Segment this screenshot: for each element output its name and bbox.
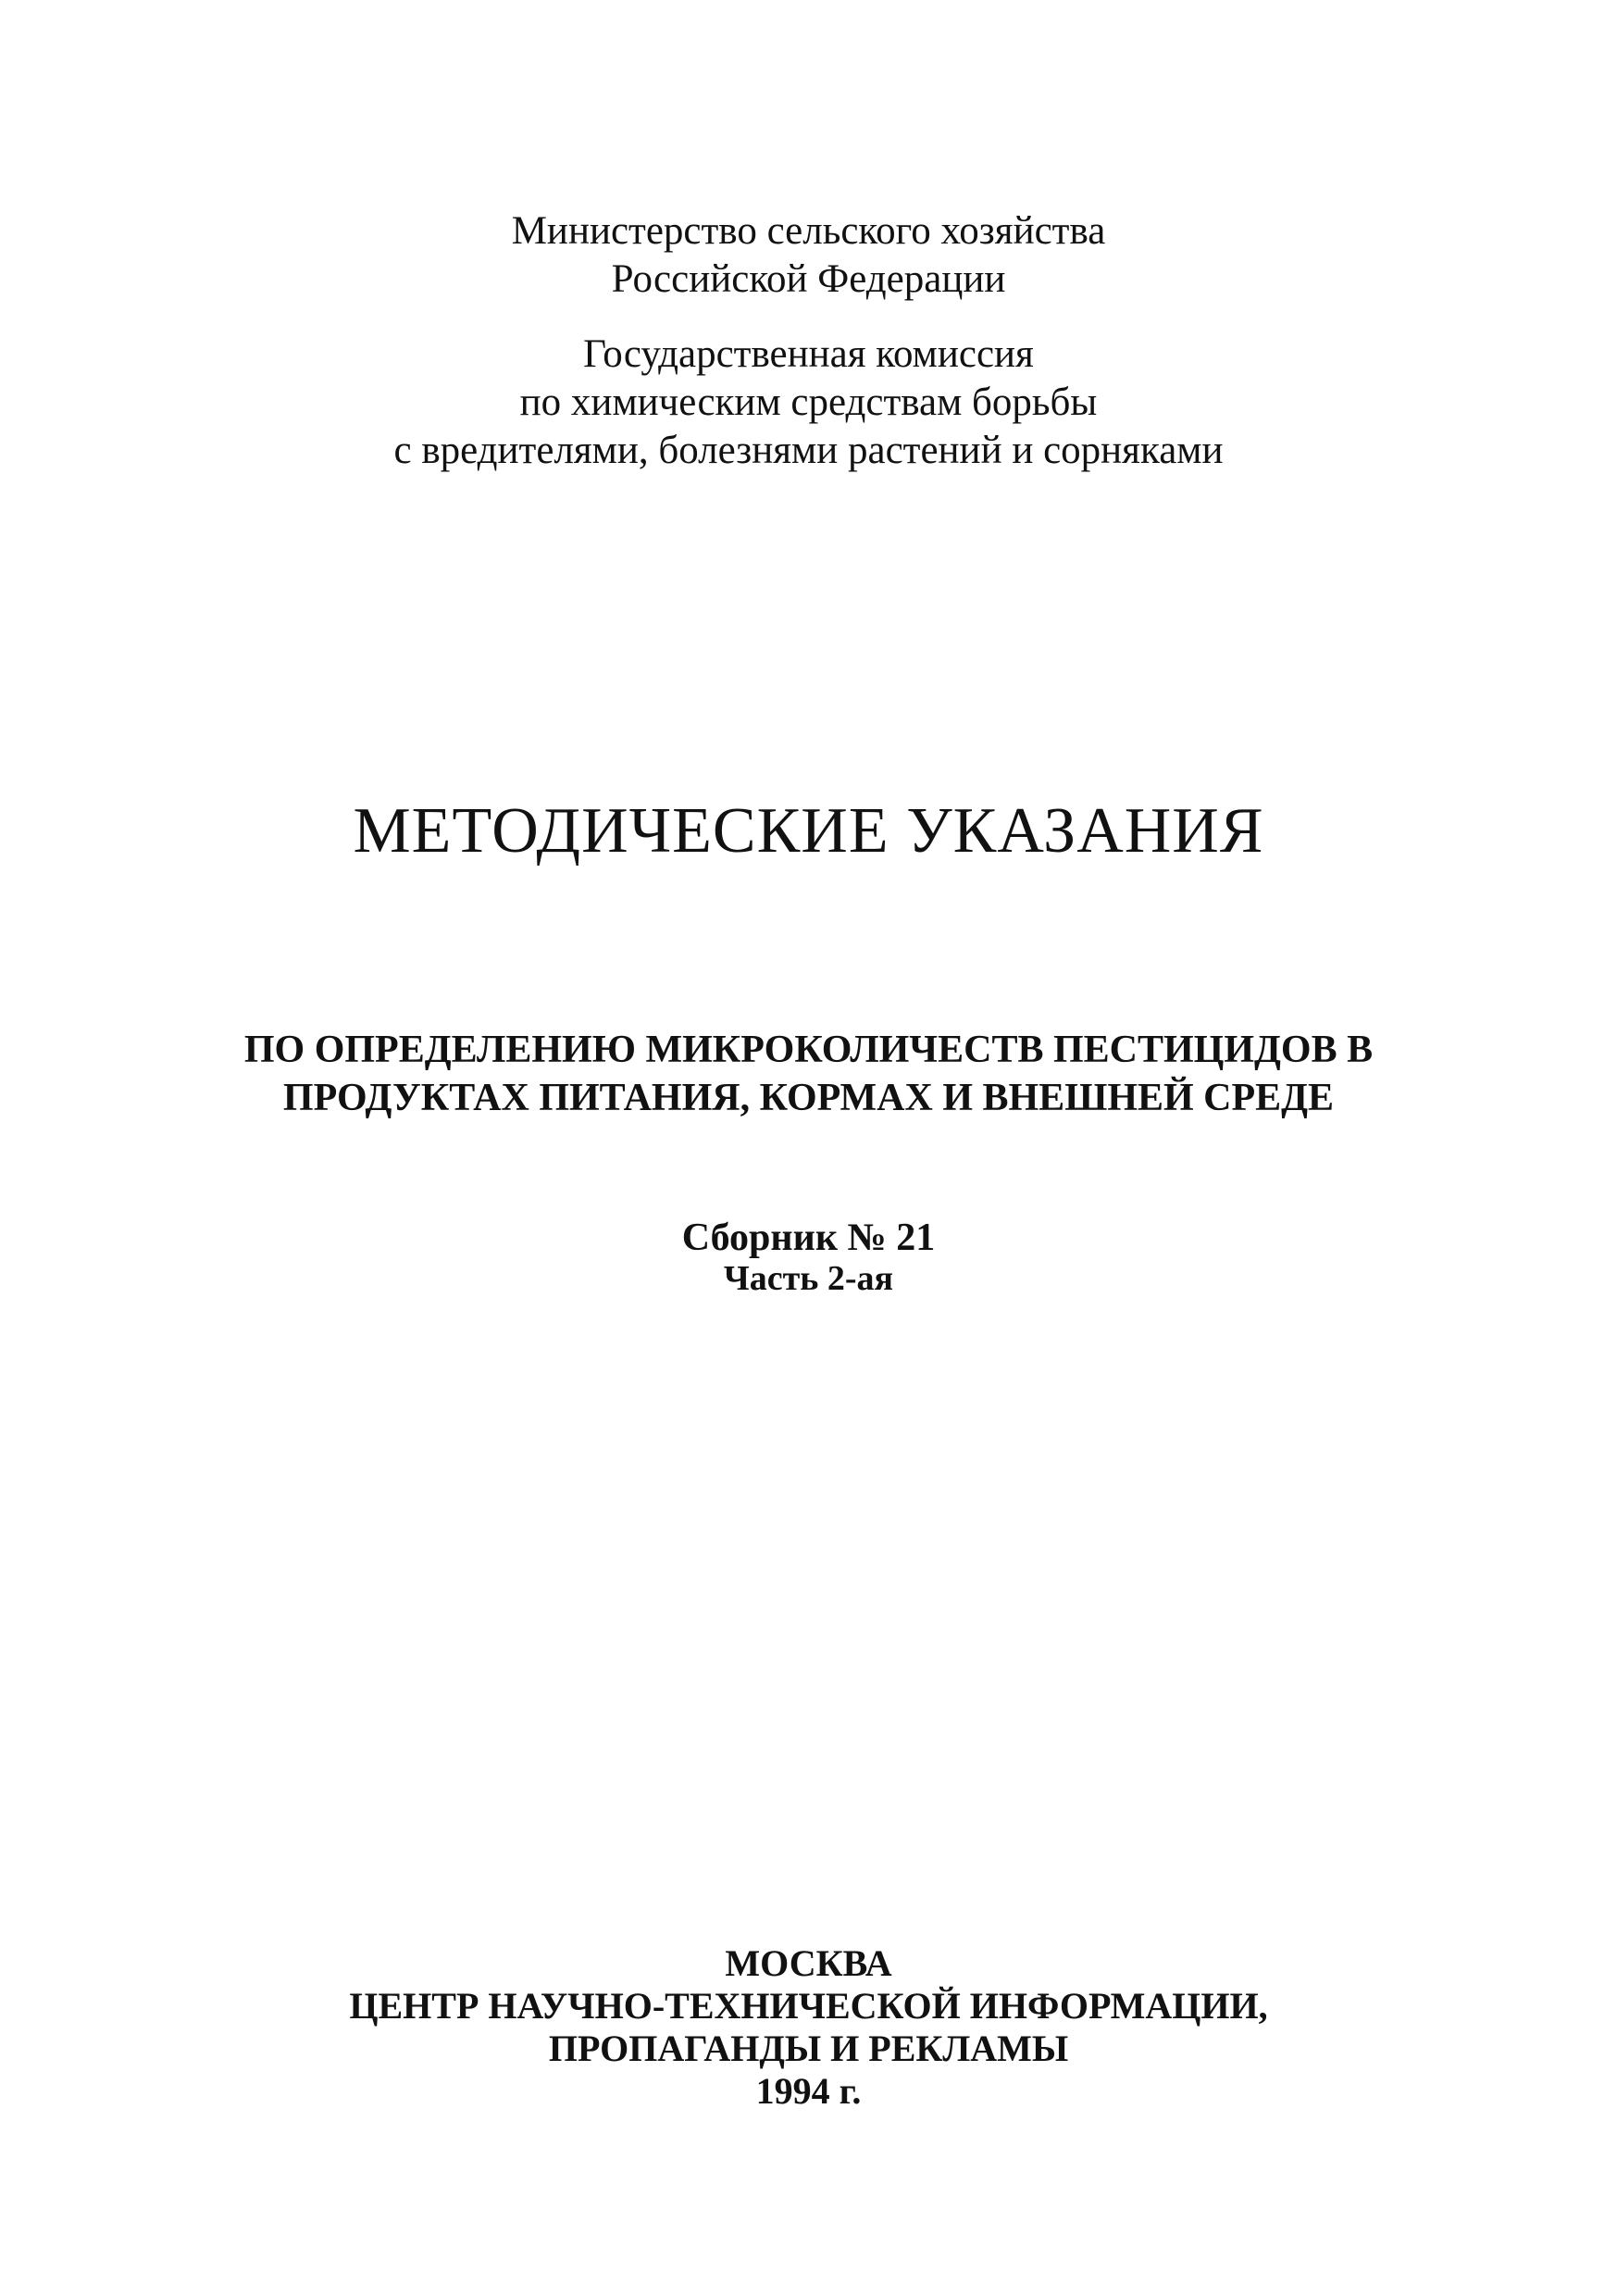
collection-info <box>0 1217 1617 1299</box>
publisher-info <box>0 1942 1617 2113</box>
subtitle-line-2: ПРОДУКТАХ ПИТАНИЯ, КОРМАХ И ВНЕШНЕЙ СРЕДЕ <box>282 1077 1335 1119</box>
document-title-text: МЕТОДИЧЕСКИЕ УКАЗАНИЯ <box>353 795 1264 867</box>
commission-line-2: по химическим средствам борьбы <box>519 381 1098 424</box>
collection-part: Часть 2-ая <box>723 1259 894 1298</box>
publisher-name-line-2: ПРОПАГАНДЫ И РЕКЛАМЫ <box>548 2028 1069 2069</box>
commission-line-3: с вредителями, болезнями растений и сорняками <box>393 429 1224 472</box>
publisher-name-line-1: ЦЕНТР НАУЧНО-ТЕХНИЧЕСКОЙ ИНФОРМАЦИИ, <box>349 1985 1268 2027</box>
subtitle-line-1: ПО ОПРЕДЕЛЕНИЮ МИКРОКОЛИЧЕСТВ ПЕСТИЦИДОВ В <box>243 1029 1374 1071</box>
publisher-city: МОСКВА <box>725 1942 892 1984</box>
ministry-line-1: Министерство сельского хозяйства <box>511 209 1106 253</box>
commission-heading <box>0 331 1617 475</box>
document-subtitle <box>0 1026 1617 1122</box>
ministry-line-2: Российской Федерации <box>611 257 1006 301</box>
commission-line-1: Государственная комиссия <box>583 332 1034 376</box>
collection-number: Сборник № 21 <box>681 1217 936 1259</box>
document-title <box>0 794 1617 868</box>
ministry-heading <box>0 207 1617 304</box>
publication-year: 1994 г. <box>755 2070 862 2112</box>
